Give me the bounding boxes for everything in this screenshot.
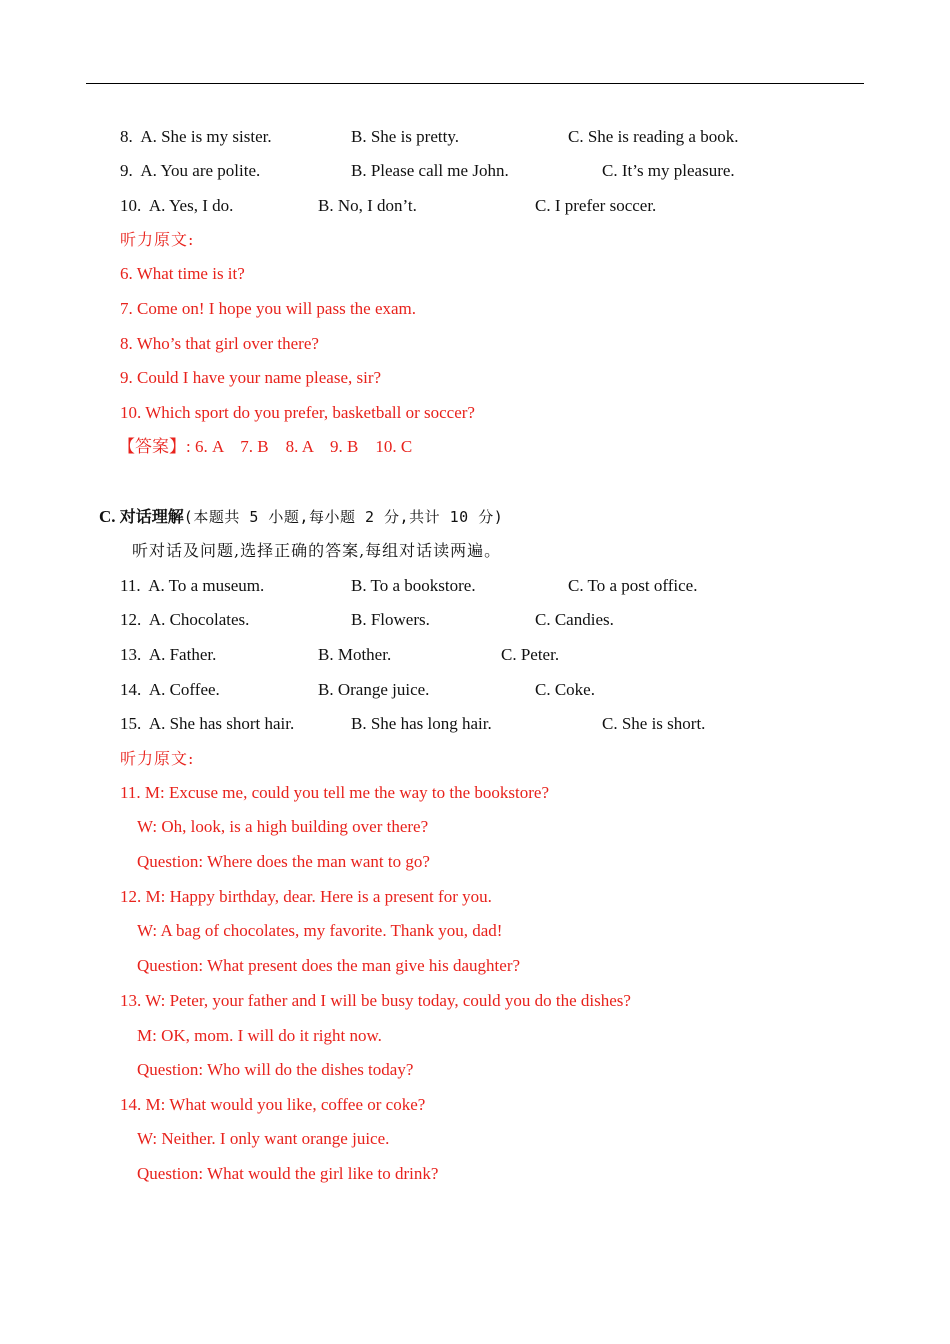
option-a: A. Coffee. <box>148 680 220 699</box>
dialogue-question: Question: What would the girl like to drink? <box>137 1164 439 1183</box>
option-b: B. Orange juice. <box>318 680 430 699</box>
transcript-label: 听力原文: <box>120 749 195 768</box>
section-title: 对话理解 <box>119 507 184 526</box>
transcript-label: 听力原文: <box>120 230 195 249</box>
question-row <box>120 680 220 700</box>
question-number: 13. <box>120 645 142 664</box>
transcript-line: 9. Could I have your name please, sir? <box>120 368 382 387</box>
option-b: B. Flowers. <box>351 610 430 629</box>
question-row <box>120 645 216 665</box>
option-a: A. She is my sister. <box>140 127 272 146</box>
question-row <box>120 576 264 596</box>
question-row <box>120 714 294 734</box>
option-b: B. Please call me John. <box>351 161 509 180</box>
dialogue-question: Question: Where does the man want to go? <box>137 852 430 871</box>
option-b: B. She has long hair. <box>351 714 492 733</box>
option-b: B. No, I don’t. <box>318 196 417 215</box>
option-c: C. She is short. <box>602 714 706 733</box>
question-number: 15. <box>120 714 142 733</box>
option-c: C. She is reading a book. <box>568 127 739 146</box>
question-number: 12. <box>120 610 142 629</box>
dialogue-line: 11. M: Excuse me, could you tell me the way to the bookstore? <box>120 783 549 802</box>
option-c: C. Candies. <box>535 610 614 629</box>
option-c: C. It’s my pleasure. <box>602 161 735 180</box>
question-number: 11. <box>120 576 141 595</box>
dialogue-line: W: Neither. I only want orange juice. <box>137 1129 390 1148</box>
question-row <box>120 161 260 181</box>
header-rule <box>86 83 864 84</box>
dialogue-line: 13. W: Peter, your father and I will be busy today, could you do the dishes? <box>120 991 631 1010</box>
dialogue-question: Question: Who will do the dishes today? <box>137 1060 414 1079</box>
transcript-line: 7. Come on! I hope you will pass the exam. <box>120 299 417 318</box>
section-instruction: 听对话及问题,选择正确的答案,每组对话读两遍。 <box>132 541 502 560</box>
option-b: B. She is pretty. <box>351 127 459 146</box>
question-number: 10. <box>120 196 142 215</box>
dialogue-line: W: Oh, look, is a high building over there? <box>137 817 429 836</box>
question-number: 14. <box>120 680 142 699</box>
transcript-line: 8. Who’s that girl over there? <box>120 334 319 353</box>
option-a: A. You are polite. <box>140 161 261 180</box>
option-a: A. Chocolates. <box>148 610 250 629</box>
dialogue-question: Question: What present does the man give his daughter? <box>137 956 521 975</box>
option-a: A. Yes, I do. <box>148 196 234 215</box>
question-row <box>120 127 272 147</box>
option-a: A. To a museum. <box>148 576 265 595</box>
dialogue-line: W: A bag of chocolates, my favorite. Thank you, dad! <box>137 921 503 940</box>
dialogue-line: 14. M: What would you like, coffee or coke? <box>120 1095 426 1114</box>
question-number: 9. <box>120 161 133 180</box>
question-row <box>120 610 249 630</box>
section-letter: C. <box>99 507 116 526</box>
option-b: B. To a bookstore. <box>351 576 476 595</box>
option-c: C. I prefer soccer. <box>535 196 657 215</box>
transcript-line: 10. Which sport do you prefer, basketball or soccer? <box>120 403 475 422</box>
dialogue-line: M: OK, mom. I will do it right now. <box>137 1026 382 1045</box>
answer-key: 【答案】: 6. A 7. B 8. A 9. B 10. C <box>118 437 413 456</box>
option-a: A. She has short hair. <box>148 714 295 733</box>
option-b: B. Mother. <box>318 645 392 664</box>
transcript-line: 6. What time is it? <box>120 264 245 283</box>
question-number: 8. <box>120 127 133 146</box>
option-c: C. To a post office. <box>568 576 698 595</box>
section-note: (本题共 5 小题,每小题 2 分,共计 10 分) <box>183 508 504 526</box>
question-row <box>120 196 233 216</box>
option-c: C. Coke. <box>535 680 595 699</box>
option-c: C. Peter. <box>501 645 560 664</box>
section-heading <box>99 507 503 527</box>
option-a: A. Father. <box>148 645 217 664</box>
dialogue-line: 12. M: Happy birthday, dear. Here is a present for you. <box>120 887 492 906</box>
